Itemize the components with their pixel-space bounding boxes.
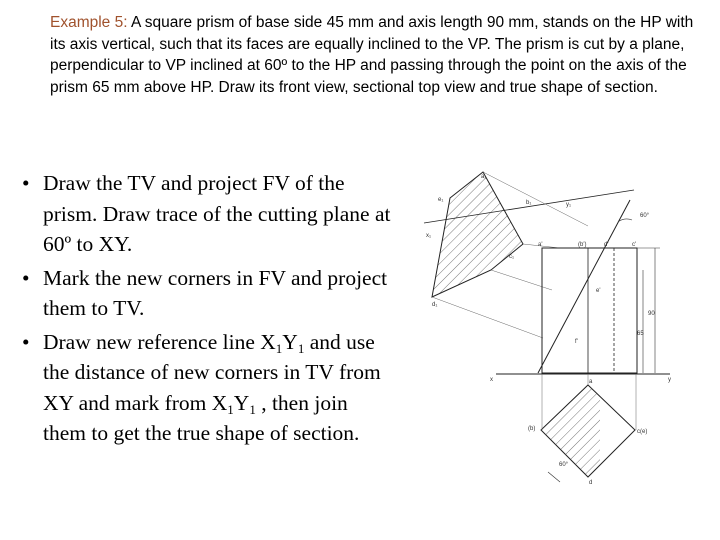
label-x: x bbox=[490, 377, 493, 383]
instruction-text: Mark the new corners in FV and project them to TV. bbox=[43, 265, 388, 320]
label-c-prime: c' bbox=[632, 242, 637, 248]
label-c1: c₁ bbox=[509, 254, 515, 260]
label-y: y bbox=[668, 377, 671, 383]
top-view-section-hatch bbox=[541, 385, 600, 477]
label-angle-top: 60° bbox=[640, 213, 650, 219]
label-angle-bot: 60° bbox=[559, 462, 569, 468]
label-f-prime: f' bbox=[575, 339, 578, 345]
label-d-tv: d bbox=[589, 480, 593, 486]
label-e1: e₁ bbox=[438, 197, 444, 203]
label-b1: b₁ bbox=[526, 200, 532, 206]
bullet-icon: • bbox=[22, 265, 30, 290]
label-b-prime: (b') bbox=[578, 242, 587, 248]
label-c-tv: c(e) bbox=[637, 429, 648, 435]
true-shape-section bbox=[432, 172, 523, 297]
problem-text: A square prism of base side 45 mm and axis length 90 mm, stands on the HP with its axis vertical, such that its faces are equally inclined to the VP. The prism is cut by a plane, perpendicular to VP inclined at 60º to the HP and passing through the point on the axis of the prism 65 mm above HP. Draw its front view, sectional top view and true shape of section. bbox=[50, 14, 694, 96]
bullet-icon: • bbox=[22, 171, 30, 195]
label-dim-90: 90 bbox=[648, 311, 655, 317]
cutting-plane-trace bbox=[538, 200, 630, 373]
label-a-tv: a bbox=[589, 379, 593, 385]
label-dim-65: 65 bbox=[637, 331, 644, 337]
label-x1: x₁ bbox=[426, 233, 432, 239]
example-label: Example 5: bbox=[50, 14, 128, 31]
ground-line bbox=[548, 472, 560, 482]
label-b-tv: (b) bbox=[528, 426, 536, 432]
projector bbox=[432, 297, 543, 338]
projector bbox=[491, 270, 552, 290]
label-a1: a₁ bbox=[481, 174, 487, 180]
label-d-prime: d' bbox=[604, 242, 609, 248]
label-d1: d₁ bbox=[432, 302, 438, 308]
label-y1: y₁ bbox=[566, 202, 572, 208]
front-view-prism bbox=[542, 248, 637, 373]
bullet-icon: • bbox=[22, 329, 30, 354]
label-e-prime: e' bbox=[596, 288, 601, 294]
label-a-prime: a' bbox=[538, 242, 543, 248]
instruction-text: Draw the TV and project FV of the prism. Draw trace of the cutting plane at 60º to XY. bbox=[43, 171, 391, 256]
instruction-text: Draw new reference line $X_1Y_1$ and use the distance of new corners in TV from XY and mark from $X_1Y_1$ , then join them to get the true shape of section. bbox=[43, 329, 381, 445]
